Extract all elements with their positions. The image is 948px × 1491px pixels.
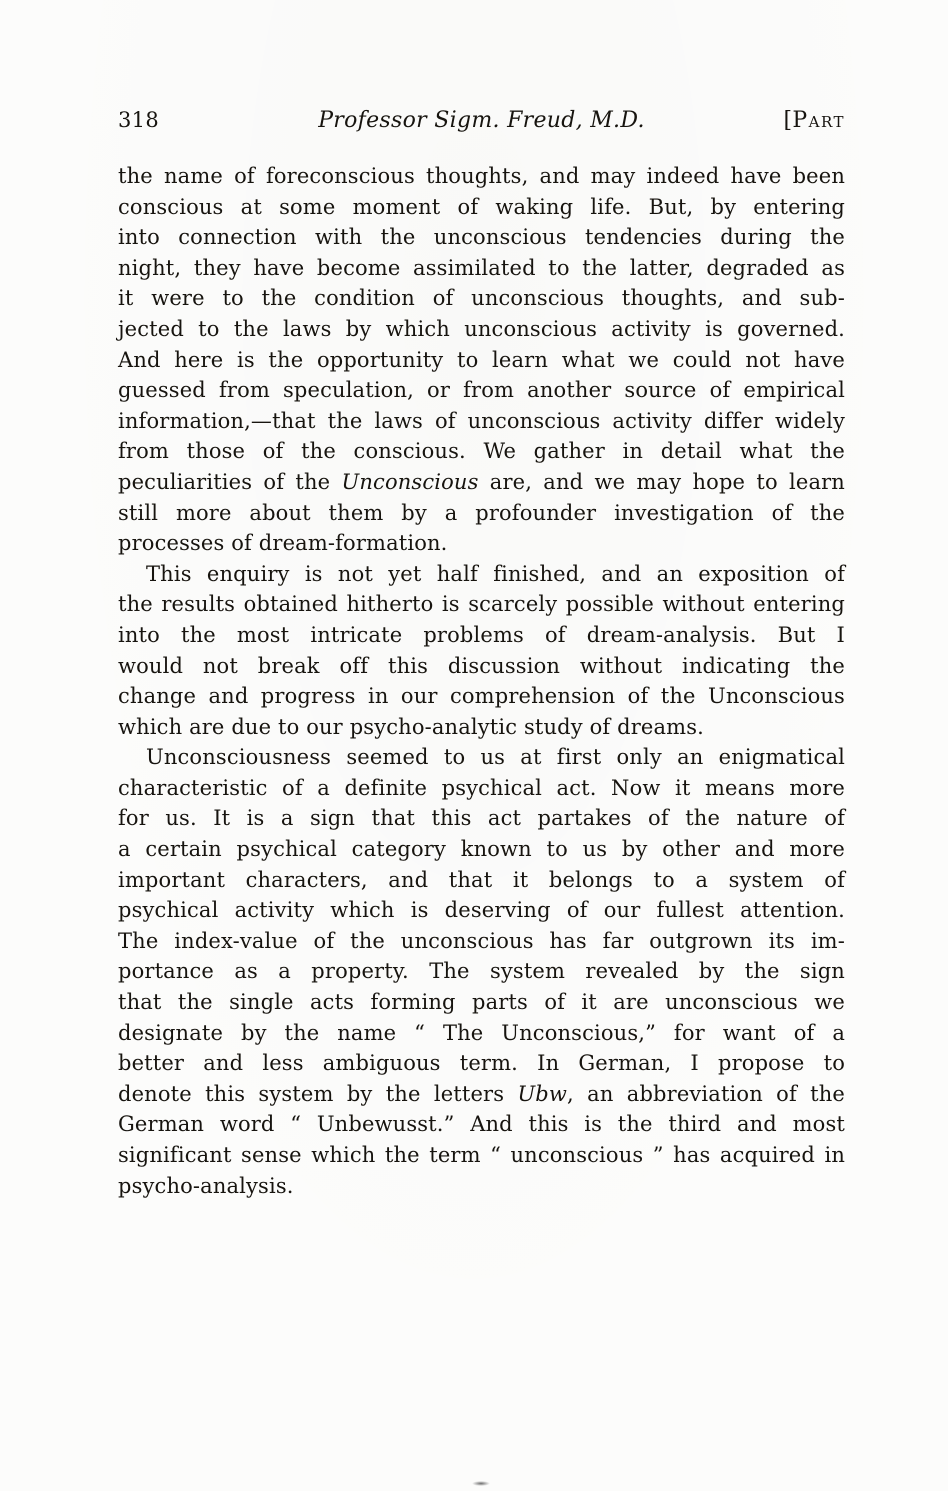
text-line: change and progress in our comprehension of the Unconscious bbox=[118, 684, 845, 709]
text-line: information,—that the laws of unconscious activity differ widely bbox=[118, 408, 845, 433]
text-line: designate by the name “ The Unconscious,” for want of a bbox=[118, 1020, 845, 1045]
text-line: denote this system by the letters Ubw, an abbreviation of the bbox=[118, 1081, 845, 1106]
text-line: would not break off this discussion without indicating the bbox=[118, 653, 845, 678]
text-line: portance as a property. The system revealed by the sign bbox=[118, 959, 845, 984]
text-line: psychical activity which is deserving of our fullest attention. bbox=[118, 898, 845, 923]
italic-term: Ubw bbox=[517, 1081, 568, 1106]
text-line: it were to the condition of unconscious thoughts, and sub- bbox=[118, 286, 845, 311]
text-line: peculiarities of the Unconscious are, and we may hope to learn bbox=[118, 469, 845, 494]
section-marker-bracket: [ bbox=[783, 108, 793, 133]
text-line: still more about them by a profounder investigation of the bbox=[118, 500, 845, 525]
text-line: a certain psychical category known to us by other and more bbox=[118, 837, 845, 862]
text-line: night, they have become assimilated to the latter, degraded as bbox=[118, 255, 845, 280]
text-line: characteristic of a definite psychical act. Now it means more bbox=[118, 775, 845, 800]
ink-smudge-artifact bbox=[472, 1481, 490, 1486]
page-header bbox=[118, 108, 845, 133]
text-line: the name of foreconscious thoughts, and may indeed have been bbox=[118, 164, 845, 188]
text-line: guessed from speculation, or from another source of empirical bbox=[118, 378, 845, 403]
text-line: psycho-analysis. bbox=[118, 1173, 294, 1198]
text-line: from those of the conscious. We gather in detail what the bbox=[118, 439, 845, 464]
text-line: into connection with the unconscious tendencies during the bbox=[118, 225, 845, 250]
italic-term: Unconscious bbox=[341, 469, 479, 494]
text-line: This enquiry is not yet half finished, and an exposition of bbox=[146, 561, 845, 586]
section-marker-label: Part bbox=[792, 108, 845, 133]
text-line: that the single acts forming parts of it are unconscious we bbox=[118, 990, 845, 1015]
running-title: Professor Sigm. Freud, M.D. bbox=[318, 108, 645, 133]
text-line: which are due to our psycho-analytic study of dreams. bbox=[118, 714, 704, 739]
text-line: important characters, and that it belongs to a system of bbox=[118, 867, 845, 892]
text-line: the results obtained hitherto is scarcely possible without entering bbox=[118, 592, 845, 617]
page-body bbox=[118, 161, 845, 1201]
text-line: Unconsciousness seemed to us at first only an enigmatical bbox=[146, 745, 845, 770]
text-line: better and less ambiguous term. In German, I propose to bbox=[118, 1051, 845, 1076]
text-line: conscious at some moment of waking life. But, by entering bbox=[118, 194, 845, 219]
text-line: into the most intricate problems of dream-analysis. But I bbox=[118, 622, 845, 647]
text-line: And here is the opportunity to learn what we could not have bbox=[118, 347, 845, 372]
text-line: German word “ Unbewusst.” And this is the third and most bbox=[118, 1112, 845, 1137]
page-number: 318 bbox=[118, 108, 159, 132]
text-line: processes of dream-formation. bbox=[118, 531, 448, 556]
text-line: for us. It is a sign that this act partakes of the nature of bbox=[118, 806, 845, 831]
text-line: significant sense which the term “ unconscious ” has acquired in bbox=[118, 1143, 845, 1167]
text-line: jected to the laws by which unconscious activity is governed. bbox=[118, 316, 845, 341]
section-marker bbox=[715, 108, 845, 133]
text-line: The index-value of the unconscious has far outgrown its im- bbox=[118, 928, 845, 953]
